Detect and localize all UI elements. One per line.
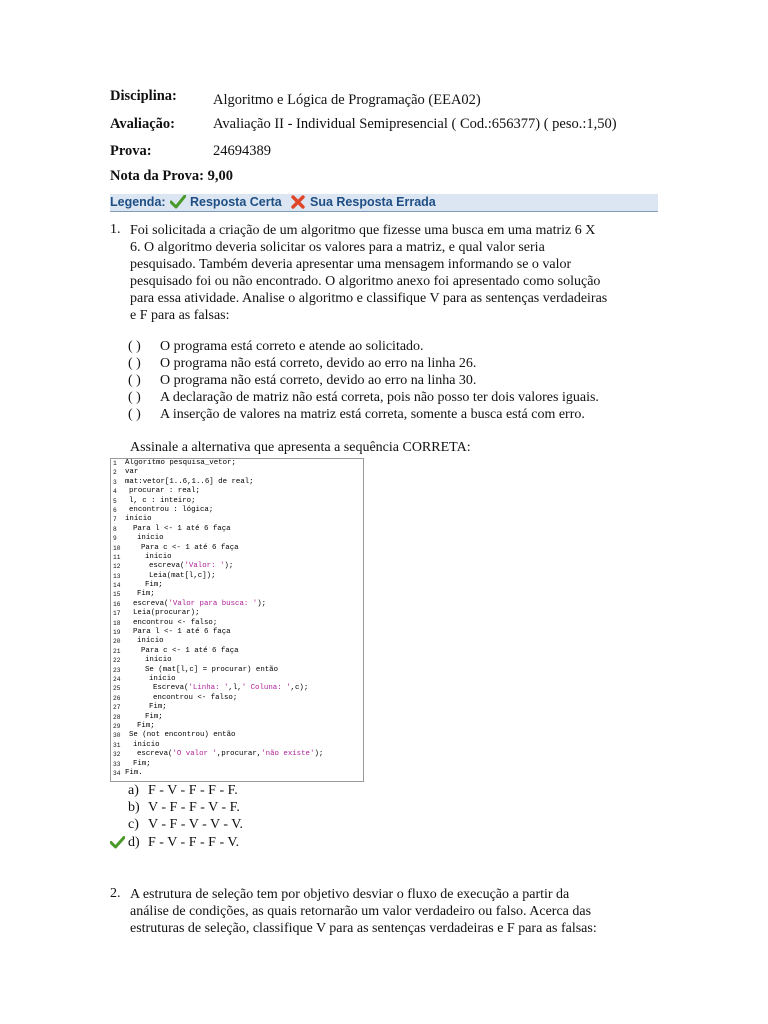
code-line-text: Se (not encontrou) então bbox=[129, 731, 236, 740]
code-line bbox=[111, 497, 363, 506]
code-line-number: 8 bbox=[113, 525, 117, 533]
code-line-number: 25 bbox=[113, 685, 121, 693]
option-a[interactable]: a) F - V - F - F - F. bbox=[128, 783, 238, 798]
code-line-number: 19 bbox=[113, 629, 121, 637]
code-line-text: início bbox=[145, 552, 172, 561]
code-line-number: 3 bbox=[113, 478, 117, 486]
disciplina-value: Algoritmo e Lógica de Programação (EEA02) bbox=[213, 92, 481, 108]
nota-label bbox=[110, 168, 233, 185]
code-line bbox=[111, 647, 363, 656]
code-line-text: Fim; bbox=[145, 712, 163, 721]
prova-value: 24694389 bbox=[213, 143, 271, 159]
code-line bbox=[111, 468, 363, 477]
statement-item: ( ) O programa não está correto, devido ao erro na linha 30. bbox=[128, 373, 477, 388]
code-line-text: Para l <- 1 até 6 faça bbox=[133, 524, 231, 533]
code-line bbox=[111, 600, 363, 609]
nota-value: 9,00 bbox=[207, 168, 233, 184]
code-line-text: Fim. bbox=[125, 768, 143, 777]
question-2-line: estruturas de seleção, classifique V para as sentenças verdadeiras e F para as falsas: bbox=[130, 921, 597, 936]
question-1-text bbox=[130, 222, 660, 324]
question-2-line: A estrutura de seleção tem por objetivo desviar o fluxo de execução a partir da bbox=[130, 887, 570, 902]
code-line-number: 13 bbox=[113, 572, 121, 580]
code-line-number: 21 bbox=[113, 647, 121, 655]
code-line bbox=[111, 666, 363, 675]
code-line-number: 28 bbox=[113, 713, 121, 721]
question-1-line: Foi solicitada a criação de um algoritmo que fizesse uma busca em uma matriz 6 X bbox=[130, 223, 596, 238]
code-line-text: procurar : real; bbox=[129, 487, 200, 496]
nota-label-text: Nota da Prova: bbox=[110, 168, 204, 184]
code-line-text: Se (mat[l,c] = procurar) então bbox=[145, 665, 279, 674]
question-2-text bbox=[130, 886, 660, 937]
code-line bbox=[111, 590, 363, 599]
code-line bbox=[111, 713, 363, 722]
code-line-text: Fim; bbox=[149, 703, 167, 712]
code-line-text: l, c : inteiro; bbox=[129, 496, 196, 505]
code-line-number: 27 bbox=[113, 704, 121, 712]
code-line bbox=[111, 478, 363, 487]
code-line-text: início bbox=[145, 656, 172, 665]
code-line bbox=[111, 609, 363, 618]
option-c[interactable]: c) V - F - V - V - V. bbox=[128, 817, 244, 832]
code-line-number: 12 bbox=[113, 563, 121, 571]
question-1-line: 6. O algoritmo deveria solicitar os valores para a matriz, e qual valor seria bbox=[130, 240, 545, 255]
code-line-text: Para c <- 1 até 6 faça bbox=[141, 543, 239, 552]
code-line-number: 14 bbox=[113, 582, 121, 590]
legend-label: Legenda: bbox=[110, 195, 166, 209]
code-line bbox=[111, 637, 363, 646]
code-line-text: encontrou <- falso; bbox=[133, 618, 218, 627]
code-line-text: início bbox=[137, 534, 164, 543]
code-line bbox=[111, 562, 363, 571]
code-line bbox=[111, 619, 363, 628]
code-line-text: Leia(procurar); bbox=[133, 609, 200, 618]
avaliacao-value: Avaliação II - Individual Semipresencial ( Cod.:656377) ( peso.:1,50) bbox=[213, 116, 617, 132]
code-line-number: 24 bbox=[113, 675, 121, 683]
question-1-number: 1. bbox=[110, 222, 121, 237]
check-icon bbox=[170, 195, 186, 214]
code-line-number: 11 bbox=[113, 553, 121, 561]
code-line-number: 15 bbox=[113, 591, 121, 599]
code-line-text: início bbox=[125, 515, 152, 524]
statement-item: ( ) O programa não está correto, devido ao erro na linha 26. bbox=[128, 356, 477, 371]
code-line bbox=[111, 684, 363, 693]
code-line-number: 9 bbox=[113, 535, 117, 543]
statement-item: ( ) O programa está correto e atende ao solicitado. bbox=[128, 339, 424, 354]
option-b[interactable]: b) V - F - F - V - F. bbox=[128, 800, 240, 815]
code-line bbox=[111, 628, 363, 637]
code-line-text: mat:vetor[1..6,1..6] de real; bbox=[125, 477, 254, 486]
code-line bbox=[111, 572, 363, 581]
code-line bbox=[111, 515, 363, 524]
question-1-line: pesquisado. Também deveria apresentar uma mensagem informando se o valor bbox=[130, 257, 572, 272]
code-line-number: 33 bbox=[113, 760, 121, 768]
code-line-number: 29 bbox=[113, 722, 121, 730]
statement-item: ( ) A declaração de matriz não está correta, pois não posso ter dois valores iguais. bbox=[128, 390, 599, 405]
code-line-number: 17 bbox=[113, 610, 121, 618]
code-line bbox=[111, 769, 363, 778]
code-line-text: Algoritmo pesquisa_vetor; bbox=[125, 459, 236, 467]
code-line bbox=[111, 750, 363, 759]
avaliacao-label: Avaliação: bbox=[110, 116, 175, 132]
code-line-number: 31 bbox=[113, 741, 121, 749]
code-line-text: início bbox=[137, 637, 164, 646]
code-line-text: encontrou : lógica; bbox=[129, 505, 214, 514]
code-line-number: 1 bbox=[113, 460, 117, 467]
code-line bbox=[111, 722, 363, 731]
legend-wrong-label: Sua Resposta Errada bbox=[310, 195, 436, 209]
code-line bbox=[111, 534, 363, 543]
code-line-number: 23 bbox=[113, 666, 121, 674]
code-line bbox=[111, 581, 363, 590]
code-line-text: Escreva('Linha: ',l,' Coluna: ',c); bbox=[153, 684, 309, 693]
code-line-number: 26 bbox=[113, 694, 121, 702]
code-line-number: 4 bbox=[113, 488, 117, 496]
code-line-number: 32 bbox=[113, 751, 121, 759]
code-line-text: Fim; bbox=[145, 581, 163, 590]
code-line-text: Para c <- 1 até 6 faça bbox=[141, 646, 239, 655]
algorithm-code-image bbox=[110, 458, 364, 782]
code-line-number: 30 bbox=[113, 732, 121, 740]
question-1-line: pesquisado foi ou não encontrado. O algoritmo anexo foi apresentado como solução bbox=[130, 274, 601, 289]
code-line bbox=[111, 675, 363, 684]
code-line-text: Fim; bbox=[133, 759, 151, 768]
code-line-number: 2 bbox=[113, 469, 117, 477]
code-line-text: escreva('O valor ',procurar,'não existe'); bbox=[137, 750, 324, 759]
code-line-number: 5 bbox=[113, 497, 117, 505]
code-line bbox=[111, 525, 363, 534]
code-line-number: 10 bbox=[113, 544, 121, 552]
statement-item: ( ) A inserção de valores na matriz está correta, somente a busca está com erro. bbox=[128, 407, 585, 422]
legend-correct-label: Resposta Certa bbox=[190, 195, 282, 209]
code-line bbox=[111, 544, 363, 553]
cross-icon bbox=[291, 195, 305, 214]
code-line-number: 6 bbox=[113, 506, 117, 514]
code-line-text: Para l <- 1 até 6 faça bbox=[133, 628, 231, 637]
code-line bbox=[111, 487, 363, 496]
code-line bbox=[111, 553, 363, 562]
code-line-text: escreva('Valor: '); bbox=[149, 562, 234, 571]
question-1-line: para essa atividade. Analise o algoritmo e classifique V para as sentenças verdadeiras bbox=[130, 291, 608, 306]
code-line-text: escreva('Valor para busca: '); bbox=[133, 599, 267, 608]
code-line-text: Fim; bbox=[137, 590, 155, 599]
code-line-text: Fim; bbox=[137, 721, 155, 730]
code-line bbox=[111, 459, 363, 468]
prova-label: Prova: bbox=[110, 143, 152, 159]
question-2-number: 2. bbox=[110, 886, 121, 901]
correct-answer-check-icon bbox=[110, 836, 124, 848]
code-line-number: 7 bbox=[113, 516, 117, 524]
code-line bbox=[111, 760, 363, 769]
code-line bbox=[111, 703, 363, 712]
code-line-text: var bbox=[125, 468, 139, 477]
code-line-text: encontrou <- falso; bbox=[153, 693, 238, 702]
code-line-number: 22 bbox=[113, 657, 121, 665]
question-1-line: e F para as falsas: bbox=[130, 308, 230, 323]
code-line-text: início bbox=[133, 740, 160, 749]
disciplina-label: Disciplina: bbox=[110, 88, 177, 104]
code-line-number: 18 bbox=[113, 619, 121, 627]
option-d[interactable]: d) F - V - F - F - V. bbox=[128, 835, 240, 850]
code-line bbox=[111, 506, 363, 515]
code-line bbox=[111, 694, 363, 703]
question-2-line: análise de condições, as quais retornarão um valor verdadeiro ou falso. Acerca das bbox=[130, 904, 592, 919]
code-line bbox=[111, 731, 363, 740]
code-line-text: início bbox=[149, 674, 176, 683]
code-line bbox=[111, 656, 363, 665]
question-1-instruction: Assinale a alternativa que apresenta a sequência CORRETA: bbox=[130, 440, 471, 455]
legend-bar bbox=[110, 194, 658, 212]
code-line bbox=[111, 741, 363, 750]
code-line-number: 34 bbox=[113, 769, 121, 777]
code-line-text: Leia(mat[l,c]); bbox=[149, 571, 216, 580]
code-line-number: 20 bbox=[113, 638, 121, 646]
code-line-number: 16 bbox=[113, 600, 121, 608]
